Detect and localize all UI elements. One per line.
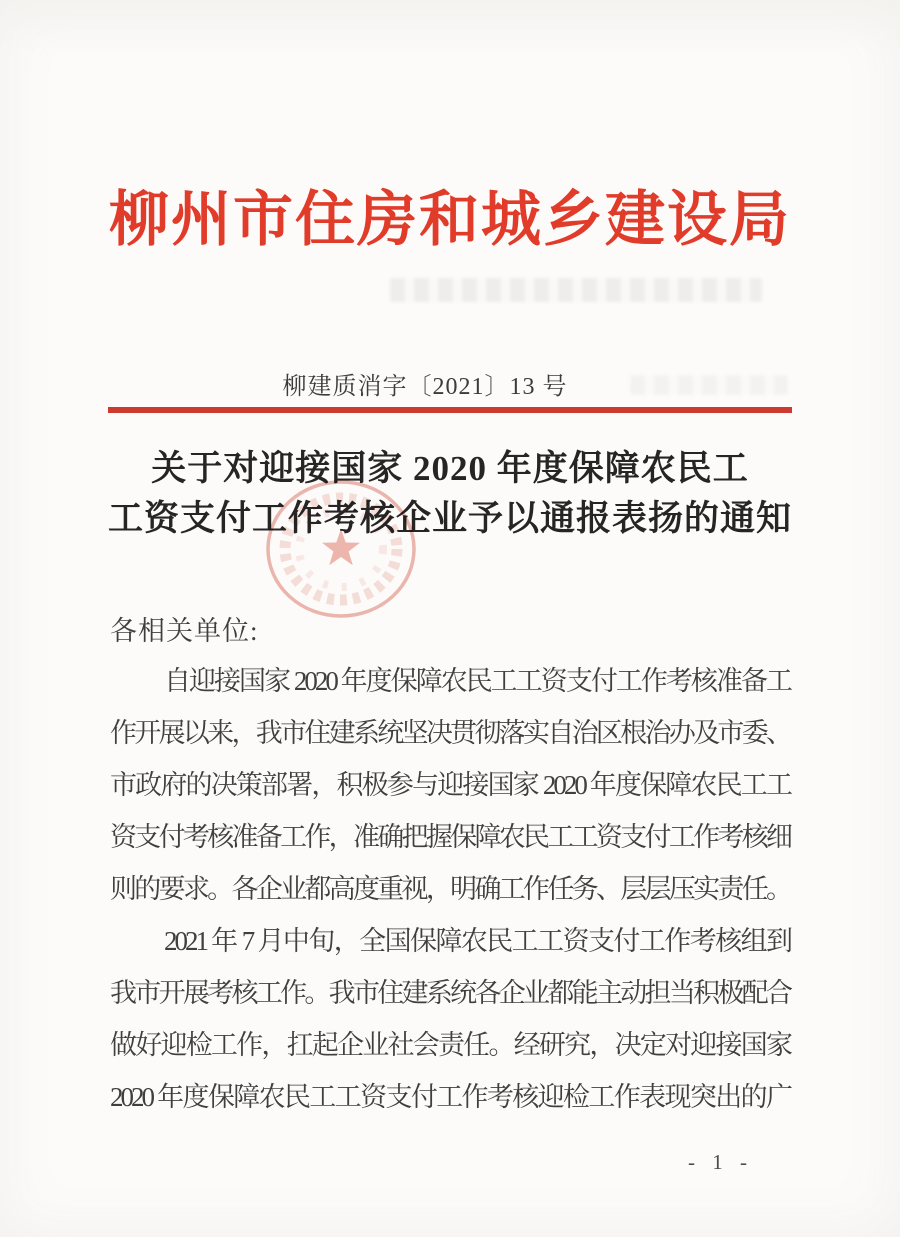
bleed-through-artifact [630, 375, 788, 395]
bleed-through-artifact [390, 278, 762, 302]
document-body [110, 655, 790, 1123]
red-separator-rule [108, 407, 792, 413]
body-line: 做好迎检工作，扛起企业社会责任。经研究，决定对迎接国家 [110, 1030, 790, 1060]
salutation: 各相关单位: [110, 616, 259, 646]
document-title [0, 444, 900, 544]
body-line: 2020 年度保障农民工工资支付工作考核迎检工作表现突出的广 [110, 1082, 790, 1112]
scan-shading-artifact [0, 0, 900, 55]
body-line: 则的要求。各企业都高度重视，明确工作任务、层层压实责任。 [110, 874, 790, 904]
agency-name-header: 柳州市住房和城乡建设局 [109, 187, 791, 253]
document-number: 柳建质消字〔2021〕13 号 [282, 374, 568, 400]
body-line: 自迎接国家 2020 年度保障农民工工资支付工作考核准备工 [164, 666, 790, 696]
body-line: 2021 年 7 月中旬，全国保障农民工工资支付工作考核组到 [164, 926, 790, 956]
body-line: 我市开展考核工作。我市住建系统各企业都能主动担当积极配合 [110, 978, 790, 1008]
page-number: - 1 - [688, 1150, 753, 1174]
title-line-2: 工资支付工作考核企业予以通报表扬的通知 [107, 499, 792, 538]
body-line: 作开展以来，我市住建系统坚决贯彻落实自治区根治办及市委、 [110, 718, 790, 748]
body-line: 市政府的决策部署，积极参与迎接国家 2020 年度保障农民工工 [110, 770, 790, 800]
title-line-1: 关于对迎接国家 2020 年度保障农民工 [151, 449, 749, 488]
body-line: 资支付考核准备工作，准确把握保障农民工工资支付工作考核细 [110, 822, 790, 852]
